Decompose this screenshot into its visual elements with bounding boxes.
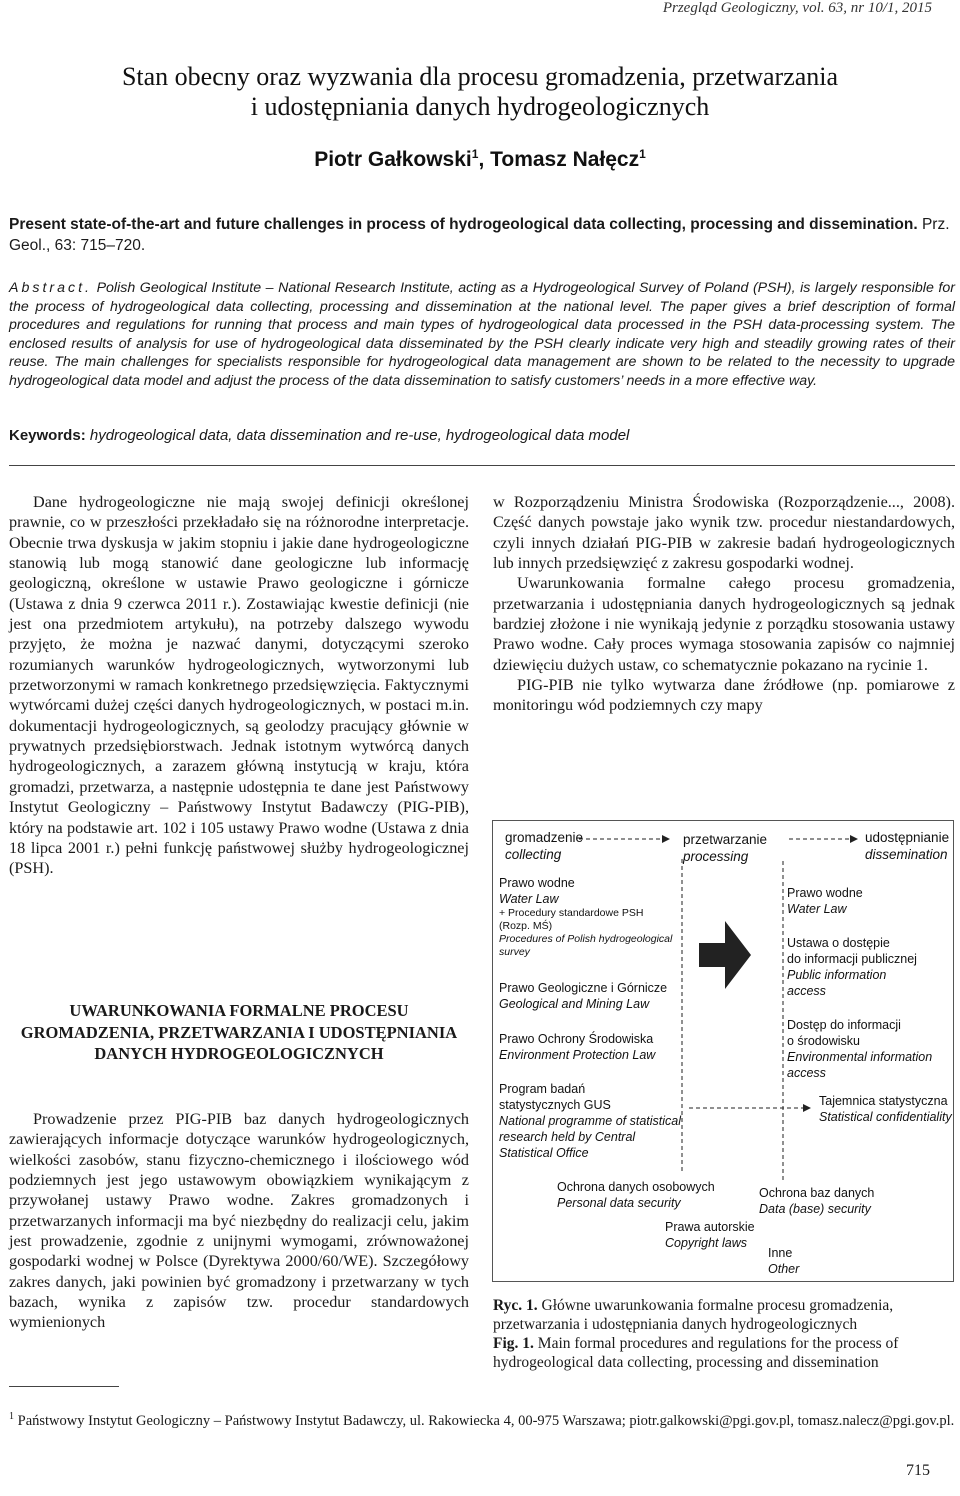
left-geological-law-en: Geological and Mining Law — [499, 997, 650, 1011]
right-env-info-pl-2: o środowisku — [787, 1034, 860, 1048]
authors — [0, 147, 960, 172]
right-public-info-pl-2: do informacji publicznej — [787, 952, 917, 966]
right-env-info-pl-1: Dostęp do informacji — [787, 1018, 901, 1032]
left-gus-pl-1: Program badań — [499, 1082, 586, 1096]
left-geological-law-pl: Prawo Geologiczne i Górnicze — [499, 981, 668, 995]
caption-english — [493, 1334, 955, 1372]
right-stat-confidentiality-en: Statistical confidentiality — [819, 1110, 952, 1124]
abstract-text: Polish Geological Institute – National Research Institute, acting as a Hydrogeological Survey of Poland (PSH), is largely responsible for the process of hydrogeological data collecting, processing and dissemination at the national level. The paper gives a brief description of formal procedures and regulations for running that process and main types of hydrogeological data processed in the PSH data-processing system. The enclosed results of analysis for use of hydrogeological data disseminated by the PSH clearly indicate very high and steadily growing rates of their reuse. The main challenges for specialists responsible for hydrogeological data management are shown to be related to the necessity to upgrade hydrogeological data model and adjust the process of the data dissemination to satisfy customers’ needs in a more effective way. — [9, 280, 955, 389]
author-1: Piotr Gałkowski — [314, 148, 472, 171]
right-public-info-en-1: Public information — [787, 968, 887, 982]
footnote-marker: 1 — [9, 1411, 14, 1422]
bottom-database-en: Data (base) security — [759, 1202, 871, 1216]
left-procedures-en-2: survey — [499, 946, 530, 958]
caption-pl-text: Główne uwarunkowania formalne procesu gromadzenia, przetwarzania i udostępniania danych hydrogeologicznych — [493, 1297, 894, 1333]
english-citation — [9, 214, 955, 256]
left-gus-en-3: Statistical Office — [499, 1146, 589, 1160]
citation-source: Prz. Geol., 63: 715–720. — [9, 216, 950, 254]
caption-en-label: Fig. 1. — [493, 1335, 534, 1352]
right-public-info-en-2: access — [787, 984, 826, 998]
bottom-copyright-pl: Prawa autorskie — [665, 1220, 755, 1234]
bottom-other-en: Other — [768, 1262, 800, 1276]
right-water-law-pl: Prawo wodne — [787, 886, 863, 900]
abstract — [9, 279, 955, 390]
title-line-2: i udostępniania danych hydrogeologicznych — [250, 92, 710, 121]
page-number: 715 — [906, 1462, 930, 1479]
bottom-other-pl: Inne — [768, 1246, 793, 1260]
bottom-copyright-en: Copyright laws — [665, 1236, 747, 1250]
header-dissemination-en: dissemination — [865, 847, 948, 862]
paragraph-intro: Dane hydrogeologiczne nie mają swojej definicji określonej prawnie, co w przeszłości przekładało się na różnorodne interpretacje. Obecnie trwa dyskusja w jakim stopniu i jakie dane hydrogeologiczne stanowią lub mogą stanowić dane geologiczne lub informację geologiczną, określone w ustawie Prawo geologiczne i górnicze (Ustawa z dnia 9 czerwca 2011 r.). Zostawiając kwestie definicji (nie jest ona przedmiotem artykułu), na potrzeby dalszego wywodu przyjęto, że można je nazwać danymi, dotyczącymi szeroko rozumianych warunków hydrogeologicznych, wytworzonymi lub przetworzonymi w ramach konkretnego przedsięwzięcia. Faktycznymi wytwórcami dużej części danych hydrogeologicznych, w postaci m.in. dokumentacji hydrogeologicznych, są geolodzy pracujący głównie w prywatnych przedsiębiorstwach. Jednak istotnym wytwórcą danych hydrogeologicznych, a zarazem główną instytucją w kraju, która gromadzi, przetwarza, a następnie udostępnia te dane jest Państwowy Instytut Geologiczny – Państwowy Instytut Badawczy (PIG-PIB), który na podstawie art. 102 i 105 ustawy Prawo wodne (Ustawa z dnia 18 lipca 2001 r.) pełni funkcję państwowej służby hydrogeologicznej (PSH). — [9, 493, 469, 878]
keywords-label: Keywords: — [9, 427, 86, 444]
left-procedures-en-1: Procedures of Polish hydrogeological — [499, 933, 673, 945]
bottom-personal-data-pl: Ochrona danych osobowych — [557, 1180, 715, 1194]
left-water-law-pl: Prawo wodne — [499, 876, 575, 890]
caption-pl-label: Ryc. 1. — [493, 1297, 538, 1314]
journal-header: Przegląd Geologiczny, vol. 63, nr 10/1, 2015 — [662, 0, 932, 16]
footnote-divider — [9, 1386, 119, 1387]
right-public-info-pl-1: Ustawa o dostępie — [787, 936, 890, 950]
abstract-label: Abstract. — [9, 280, 92, 296]
header-collecting-pl: gromadzenie — [505, 830, 584, 845]
header-processing-pl: przetwarzanie — [683, 832, 768, 847]
right-env-info-en-2: access — [787, 1066, 826, 1080]
paragraph-right-2: Uwarunkowania formalne całego procesu gromadzenia, przetwarzania i udostępniania danych hydrogeologicznych są jednak bardziej złożone i nie wynikają jedynie z porządku stosowania ustawy Prawo wodne. Cały proces wymaga stosowania zapisów co najmniej dziewięciu dużych ustaw, co schematycznie pokazano na rycinie 1. — [493, 574, 955, 674]
header-collecting-en: collecting — [505, 847, 562, 862]
left-gus-en-1: National programme of statistical — [499, 1114, 682, 1128]
footnote — [9, 1407, 955, 1431]
paragraph-right-1: w Rozporządzeniu Ministra Środowiska (Rozporządzenie..., 2008). Część danych powstaje jako wynik tzw. procedur niestandardowych, czyli innych działań PIG-PIB w zakresie badań hydrogeologicznych lub innych przedsięwzięć z zakresu gospodarki wodnej. — [493, 493, 955, 573]
left-gus-pl-2: statystycznych GUS — [499, 1098, 611, 1112]
bottom-personal-data-en: Personal data security — [557, 1196, 681, 1210]
caption-polish — [493, 1296, 955, 1334]
left-procedures-pl-2: (Rozp. MŚ) — [499, 920, 553, 932]
paragraph-section-1: Prowadzenie przez PIG-PIB baz danych hydrogeologicznych zawierających informacje dotyczące warunków hydrogeologicznych, wielkości zasobów, stanu fizyczno-chemicznego i ilościowego wód podziemnych jest jego ustawowym obowiązkiem wynikającym z przywołanej ustawy Prawo wodne. Zakres gromadzonych i przetwarzanych informacji ma być niezbędny do realizacji celu, jakim jest prowadzenie, zgodnie z unijnymi wymogami, zrównoważonej gospodarki wodnej w Polsce (Dyrektywa 2000/60/WE). Szczegółowy zakres danych, jaki powinien być gromadzony i przetwarzany w tych bazach, wynika z zapisów tzw. procedur standardowych wymienionych — [9, 1110, 469, 1332]
right-column — [493, 492, 955, 716]
left-column-section — [9, 1109, 469, 1333]
figure-caption — [493, 1296, 955, 1372]
article-title — [0, 62, 960, 122]
author-1-affiliation: 1 — [471, 147, 479, 161]
left-column-intro — [9, 492, 469, 879]
right-stat-confidentiality-pl: Tajemnica statystyczna — [819, 1094, 948, 1108]
author-2-affiliation: 1 — [639, 147, 646, 161]
right-water-law-en: Water Law — [787, 902, 847, 916]
header-processing-en: processing — [683, 849, 749, 864]
paragraph-right-3: PIG-PIB nie tylko wytwarza dane źródłowe (np. pomiarowe z monitoringu wód podziemnych czy mapy — [493, 676, 955, 715]
left-environment-law-en: Environment Protection Law — [499, 1048, 656, 1062]
left-environment-law-pl: Prawo Ochrony Środowiska — [499, 1032, 654, 1046]
left-procedures-pl-1: + Procedury standardowe PSH — [499, 907, 644, 919]
right-env-info-en-1: Environmental information — [787, 1050, 933, 1064]
section-heading: UWARUNKOWANIA FORMALNE PROCESU GROMADZENIA, PRZETWARZANIA I UDOSTĘPNIANIA DANYCH HYDROGEOLOGICZNYCH — [20, 1001, 458, 1063]
title-line-1: Stan obecny oraz wyzwania dla procesu gromadzenia, przetwarzania — [121, 62, 839, 91]
keywords-value: hydrogeological data, data dissemination and re-use, hydrogeological data model — [85, 427, 630, 444]
process-arrow — [699, 921, 751, 989]
header-divider — [9, 465, 955, 466]
left-water-law-en: Water Law — [499, 892, 559, 906]
author-separator: , — [478, 148, 491, 171]
author-2: Tomasz Nałęcz — [490, 148, 640, 171]
caption-en-text: Main formal procedures and regulations for the process of hydrogeological data collecting, processing and dissemination — [493, 1335, 899, 1371]
bottom-database-pl: Ochrona baz danych — [759, 1186, 875, 1200]
left-gus-en-2: research held by Central — [499, 1130, 636, 1144]
header-dissemination-pl: udostępnianie — [865, 830, 950, 845]
keywords — [9, 427, 955, 444]
footnote-text: Państwowy Instytut Geologiczny – Państwowy Instytut Badawczy, ul. Rakowiecka 4, 00-975 Warszawa; piotr.galkowski@pgi.gov.pl, tomasz.nalecz@pgi.gov.pl. — [14, 1412, 955, 1429]
figure-1-diagram — [492, 820, 954, 1282]
english-title: Present state-of-the-art and future challenges in process of hydrogeological data collecting, processing and dissemination. — [9, 216, 918, 233]
